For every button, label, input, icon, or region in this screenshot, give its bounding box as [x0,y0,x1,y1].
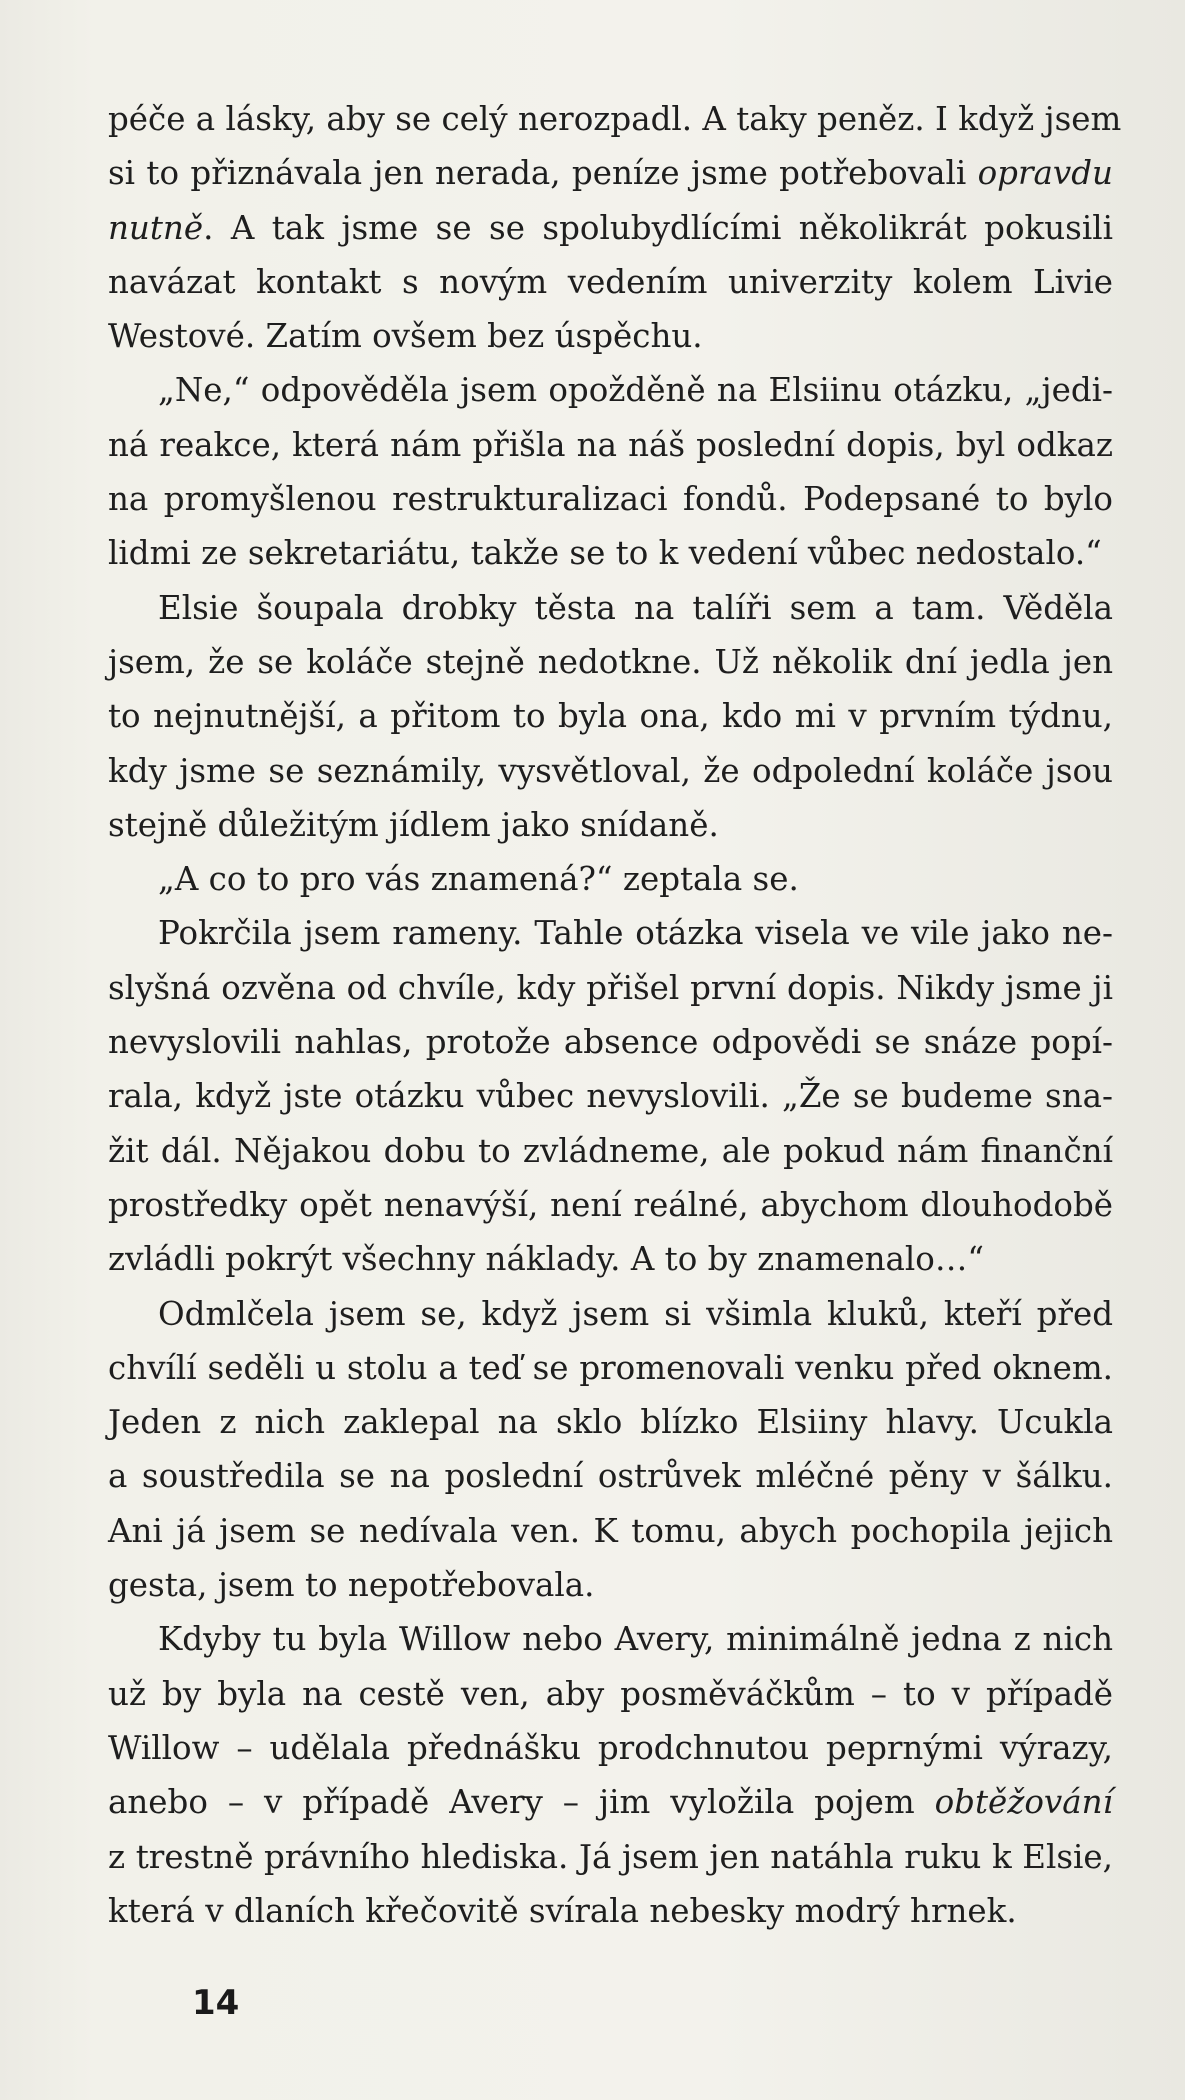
italic-text: opravdu [977,154,1113,193]
text-line [108,1721,1113,1775]
text-line [108,309,1113,363]
text-line [108,1232,1113,1286]
text-segment: nevyslovili nahlas, protože absence odpovědi se snáze popí- [108,1023,1113,1062]
text-line [108,1830,1113,1884]
text-line [108,1287,1113,1341]
text-segment: žit dál. Nějakou dobu to zvládneme, ale pokud nám finanční [108,1131,1113,1170]
text-line [108,92,1122,146]
text-segment: která v dlaních křečovitě svírala nebesky modrý hrnek. [108,1891,1017,1930]
text-segment: . A tak jsme se se spolubydlícími několikrát pokusili [203,208,1113,247]
text-segment: Odmlčela jsem se, když jsem si všimla kluků, kteří před [158,1294,1113,1333]
text-line [108,906,1113,960]
text-line [108,418,1113,472]
text-segment: rala, když jste otázku vůbec nevyslovili. „Že se budeme sna- [108,1077,1113,1116]
text-line [108,526,1113,580]
text-line [108,1449,1113,1503]
text-line [108,961,1113,1015]
text-segment: „Ne,“ odpověděla jsem opožděně na Elsiinu otázku, „jedi- [158,371,1113,410]
text-segment: to nejnutnější, a přitom to byla ona, kdo mi v prvním týdnu, [108,697,1113,736]
text-segment: slyšná ozvěna od chvíle, kdy přišel první dopis. Nikdy jsme ji [108,968,1113,1007]
text-line [108,1667,1113,1721]
text-line [108,635,1113,689]
text-segment: kdy jsme se seznámily, vysvětloval, že odpolední koláče jsou [108,751,1113,790]
italic-text: nutně [108,208,204,247]
italic-text: obtěžování [934,1783,1113,1822]
text-line [108,1558,1113,1612]
text-line [108,1775,1113,1829]
text-segment: zvládli pokrýt všechny náklady. A to by znamenalo…“ [108,1240,984,1279]
text-segment: z trestně právního hlediska. Já jsem jen natáhla ruku k Elsie, [108,1837,1113,1876]
text-line [108,1612,1113,1666]
page-number: 14 [192,1983,240,2023]
text-segment: Jeden z nich zaklepal na sklo blízko Elsiiny hlavy. Ucukla [108,1403,1113,1442]
text-segment: Westové. Zatím ovšem bez úspěchu. [108,317,703,356]
text-segment: Willow – udělala přednášku prodchnutou peprnými výrazy, [108,1728,1113,1767]
text-line [108,689,1113,743]
text-segment: jsem, že se koláče stejně nedotkne. Už několik dní jedla jen [108,642,1113,681]
text-line [108,255,1113,309]
text-line [108,146,1113,200]
text-line [108,798,1113,852]
text-segment: péče a lásky, aby se celý nerozpadl. A taky peněz. I když jsem [108,100,1122,138]
text-segment: Ani já jsem se nedívala ven. K tomu, abych pochopila jejich [108,1511,1113,1550]
text-segment: Elsie šoupala drobky těsta na talíři sem a tam. Věděla [158,588,1113,627]
text-line [108,744,1113,798]
text-segment: stejně důležitým jídlem jako snídaně. [108,805,719,844]
text-segment: a soustředila se na poslední ostrůvek mléčné pěny v šálku. [108,1457,1113,1496]
text-line [108,1124,1113,1178]
text-segment: ná reakce, která nám přišla na náš poslední dopis, byl odkaz [108,425,1113,464]
text-line [108,1015,1113,1069]
text-segment: chvílí seděli u stolu a teď se promenovali venku před oknem. [108,1348,1113,1387]
text-line [108,1395,1113,1449]
text-segment: Kdyby tu byla Willow nebo Avery, minimálně jedna z nich [158,1620,1113,1659]
text-segment: „A co to pro vás znamená?“ zeptala se. [158,860,799,899]
text-line [108,1341,1113,1395]
text-line [108,472,1113,526]
text-segment: si to přiznávala jen nerada, peníze jsme potřebovali [108,154,978,193]
text-segment: prostředky opět nenavýší, není reálné, abychom dlouhodobě [108,1185,1113,1224]
text-line [108,201,1113,255]
text-line [108,1178,1113,1232]
body-text [108,92,1122,1938]
text-line [108,363,1113,417]
text-line [108,1069,1113,1123]
text-segment: anebo – v případě Avery – jim vyložila pojem [108,1783,935,1822]
text-line [108,1884,1113,1938]
text-segment: navázat kontakt s novým vedením univerzity kolem Livie [108,262,1113,301]
text-line [108,852,1113,906]
text-line [108,1504,1113,1558]
text-segment: lidmi ze sekretariátu, takže se to k vedení vůbec nedostalo.“ [108,534,1102,573]
text-line [108,581,1113,635]
text-segment: Pokrčila jsem rameny. Tahle otázka visela ve vile jako ne- [158,914,1113,953]
text-segment: už by byla na cestě ven, aby posměváčkům – to v případě [108,1674,1113,1713]
text-segment: na promyšlenou restrukturalizaci fondů. Podepsané to bylo [108,480,1113,519]
text-segment: gesta, jsem to nepotřebovala. [108,1566,595,1605]
